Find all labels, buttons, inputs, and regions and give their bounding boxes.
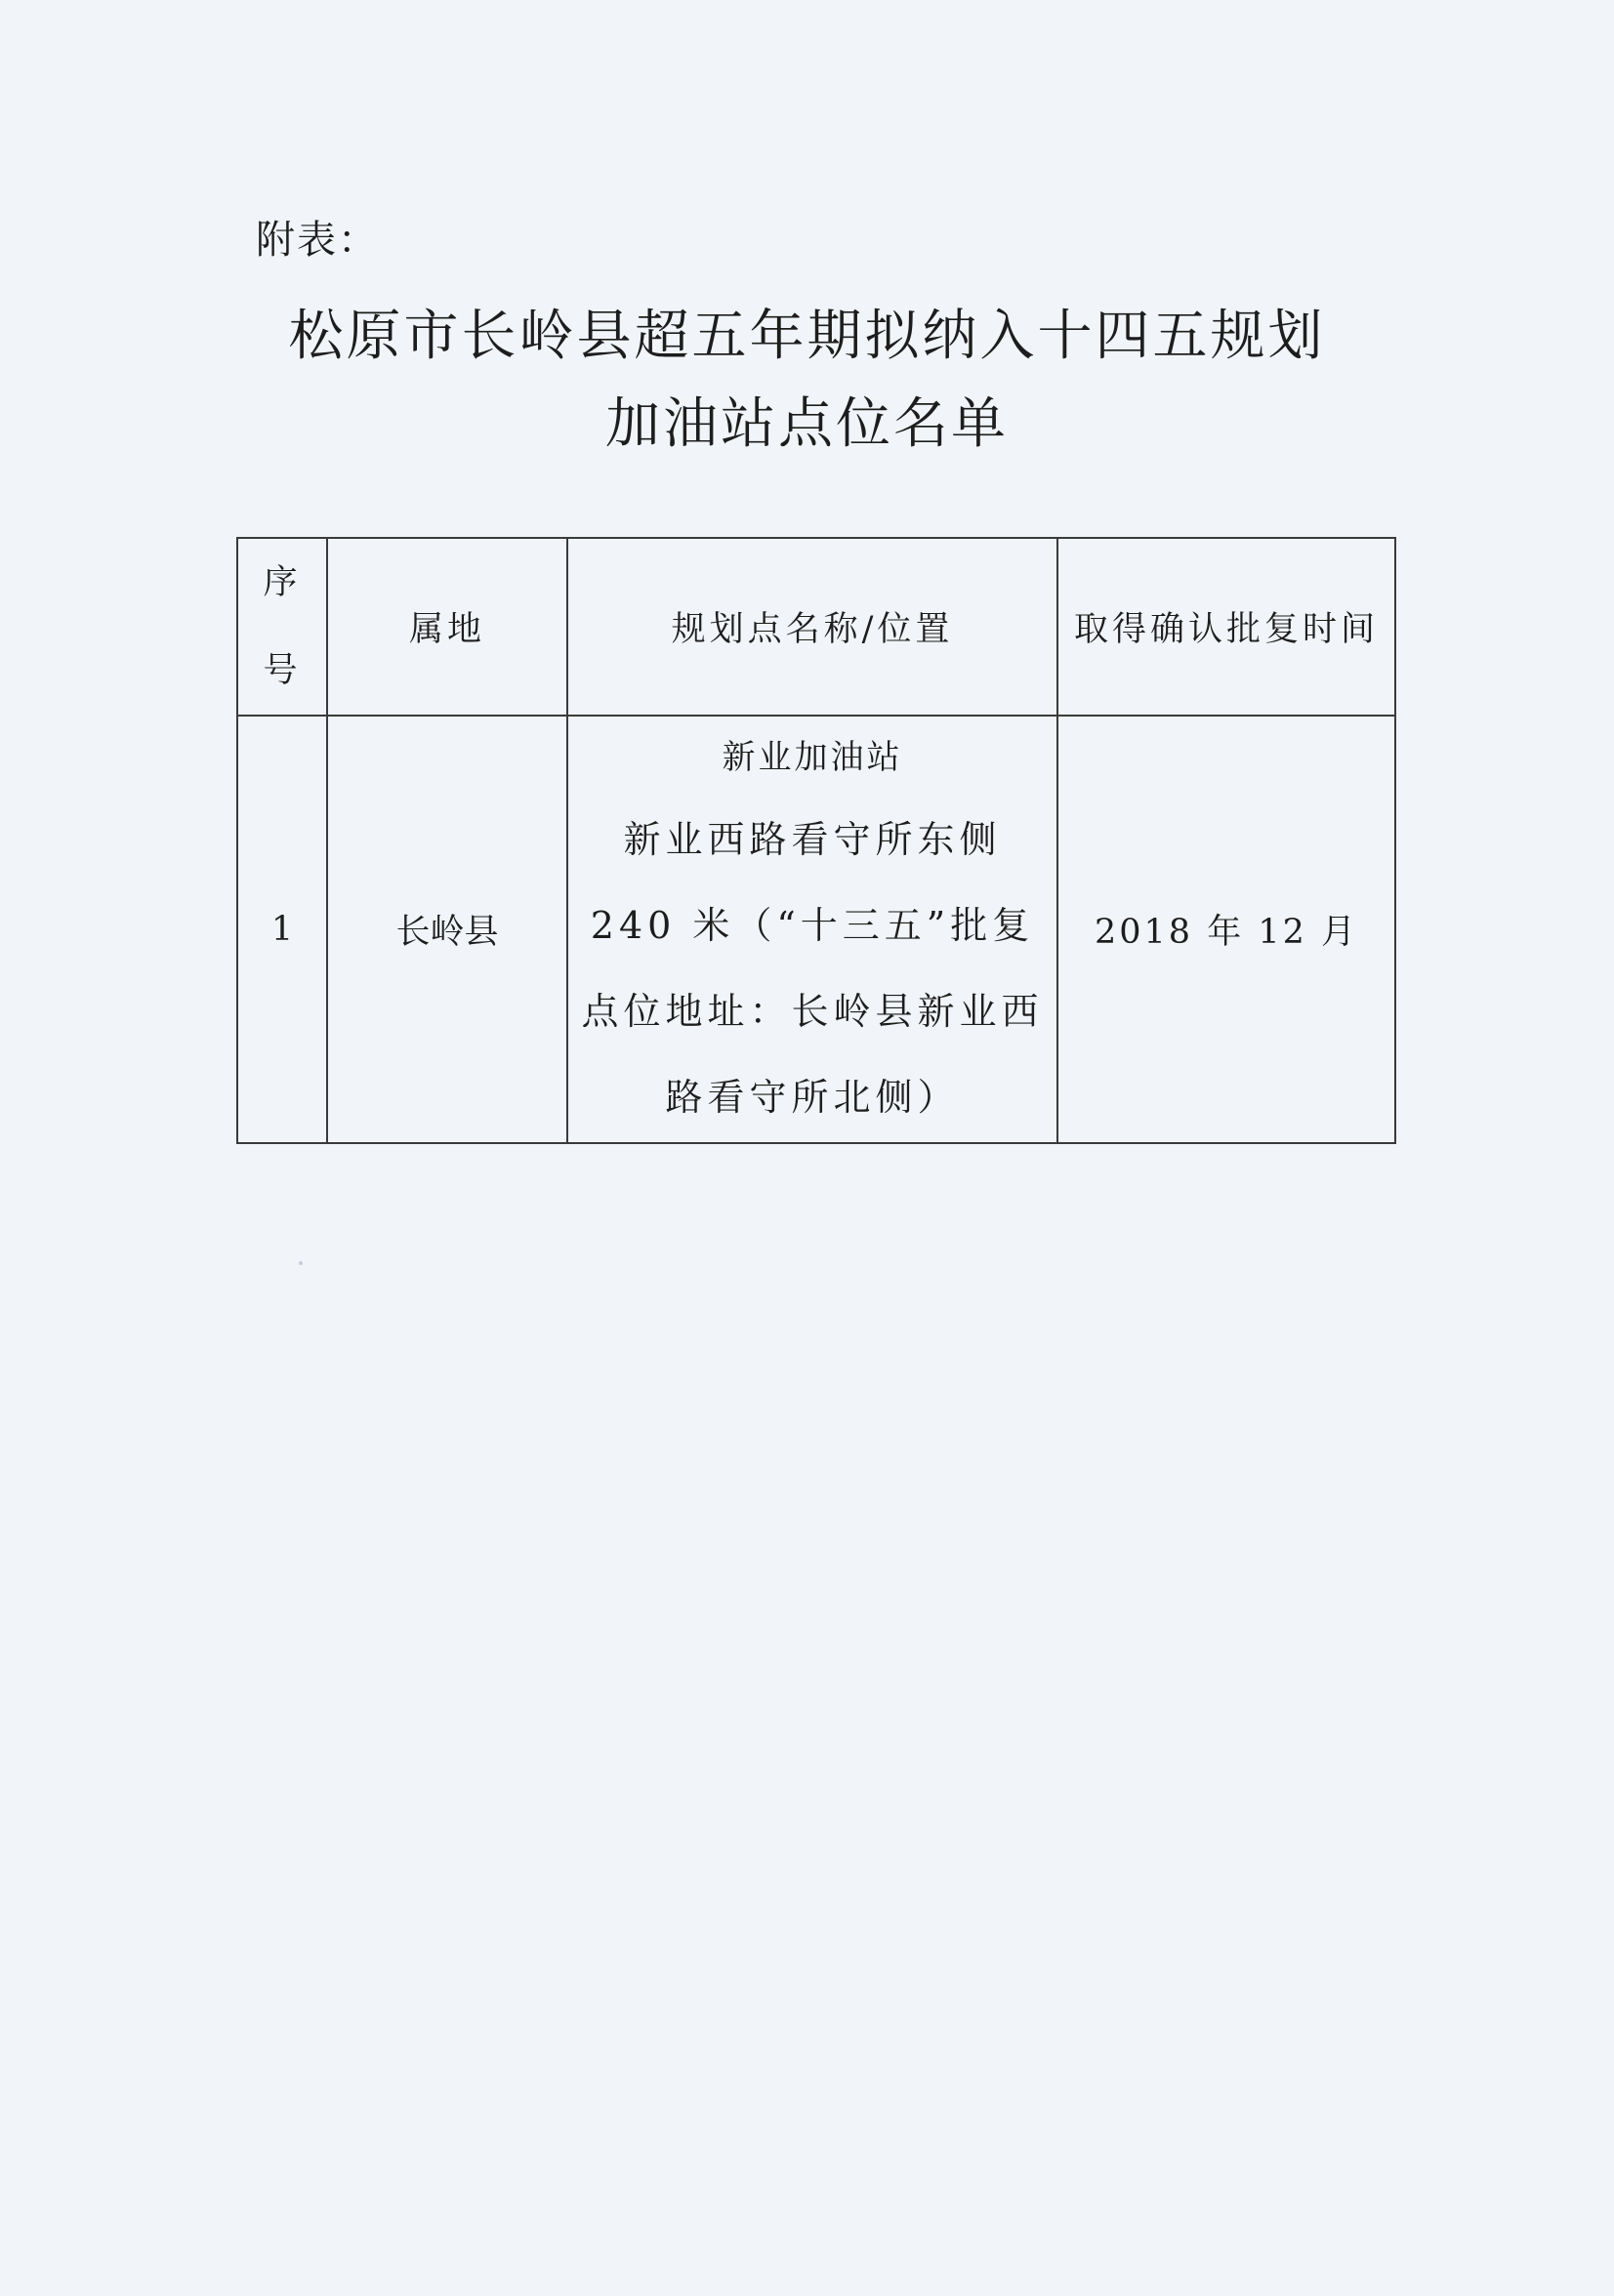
cell-serial-number: 1 bbox=[237, 716, 327, 1143]
station-location-line-2: 240 米（“十三五”批复 bbox=[590, 904, 1035, 947]
header-approval-date: 取得确认批复时间 bbox=[1057, 538, 1395, 716]
header-serial-bottom: 号 bbox=[263, 651, 302, 690]
table-row bbox=[237, 716, 1395, 1143]
cell-station bbox=[567, 716, 1057, 1143]
cell-approval-date: 2018 年 12 月 bbox=[1057, 716, 1395, 1143]
table-header-row bbox=[237, 538, 1395, 716]
document-title-line-1: 松原市长岭县超五年期拟纳入十四五规划 bbox=[288, 305, 1326, 368]
header-serial-top: 序 bbox=[263, 563, 302, 602]
header-station-name: 规划点名称/位置 bbox=[567, 538, 1057, 716]
cell-area: 长岭县 bbox=[327, 716, 567, 1143]
header-serial-number bbox=[237, 538, 327, 716]
header-area: 属地 bbox=[327, 538, 567, 716]
station-location-line-4: 路看守所北侧） bbox=[665, 1076, 960, 1119]
scan-speck bbox=[299, 1261, 303, 1265]
station-table bbox=[236, 537, 1396, 1144]
station-location-line-3: 点位地址：长岭县新业西 bbox=[581, 990, 1044, 1033]
attachment-label: 附表： bbox=[256, 218, 379, 263]
station-name: 新业加油站 bbox=[722, 738, 903, 777]
station-location-line-1: 新业西路看守所东侧 bbox=[623, 818, 1002, 861]
document-title-line-2: 加油站点位名单 bbox=[605, 392, 1009, 456]
